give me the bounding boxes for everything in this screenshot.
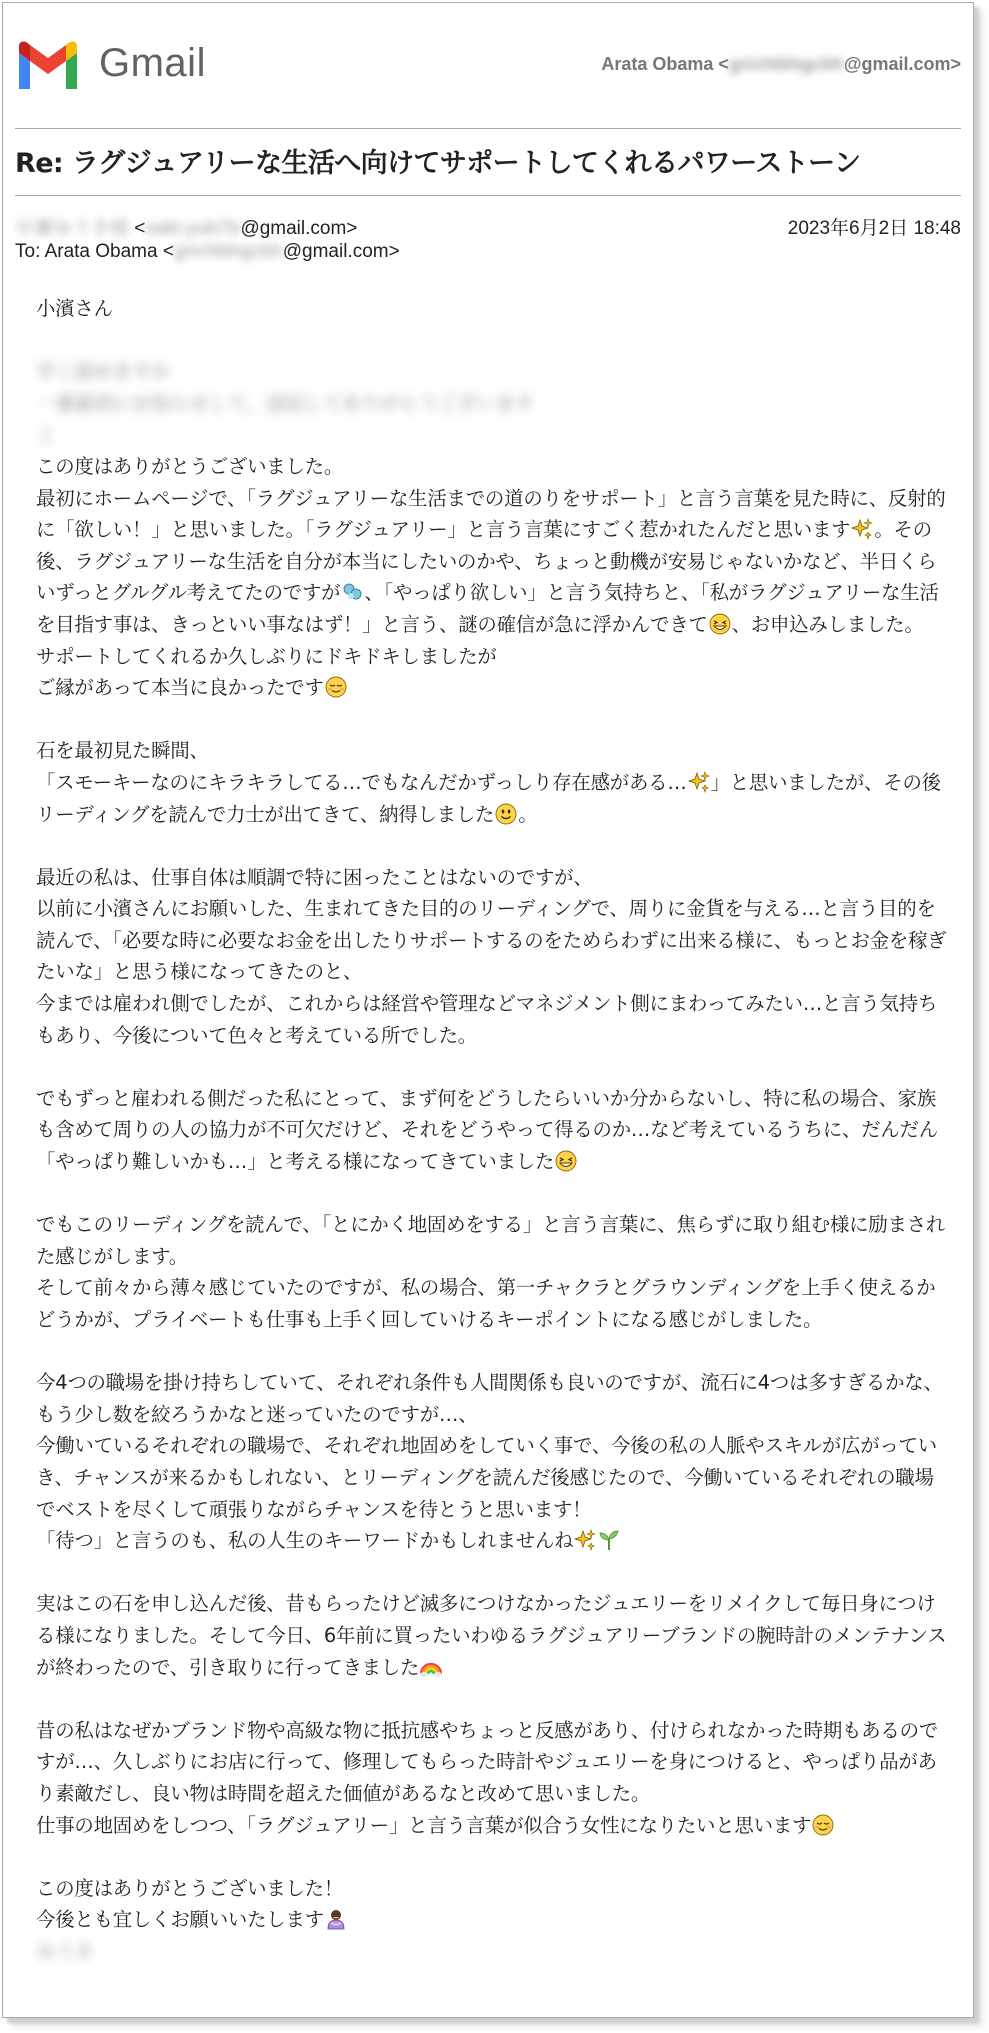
p4-text: でもずっと雇われる側だった私にとって、まず何をどうしたらいいか分からないし、特に私の場合、家族も含めて周りの人の協力が不可欠だけど、それをどうやって得るのか…など考えているうちに、だんだん「やっぱり難しいかも…」と考える様になってきていました <box>36 1086 938 1174</box>
paragraph-2a: 石を最初見た瞬間、 <box>36 739 209 763</box>
paragraph-6a: 今4つの職場を掛け持ちしていて、それぞれ条件も人間関係も良いのですが、流石に4つは多すぎるかな、もう少し数を絞ろうかなと迷っていたのですが…、 <box>36 1371 943 1426</box>
p1-text: 、「やっぱり欲しい」と言う気持ちと、「私がラグジュアリーな生活を目指す事は、きっといい事なはず！」と言う、謎の確信が急に浮かんできて <box>36 581 939 636</box>
gmail-wordmark: Gmail <box>99 41 206 85</box>
account-hidden: grichtbhgcbh <box>728 54 844 74</box>
closing-regards <box>36 1904 952 1936</box>
closing-thanks: この度はありがとうございました！ <box>36 1876 344 1900</box>
greeting: 小濱さん <box>36 297 113 320</box>
paragraph-8b <box>36 1810 952 1842</box>
paragraph-6b: 今働いているそれぞれの職場で、それぞれ地固めをしていく事で、今後の私の人脈やスキルが広がっていき、チャンスが来るかもしれない、とリーディングを読んだ後感じたので、今働いているそれぞれの職場でベストを尽くして頑張りながらチャンスを待とうと思います！ <box>36 1434 937 1521</box>
blurred-lines <box>36 356 952 451</box>
paragraph-5b: そして前々から薄々感じていたのですが、私の場合、第一チャクラとグラウンディングを上手く使えるかどうかが、プライベートも仕事も上手く回していけるキーポイントになる感じがしました。 <box>36 1276 936 1331</box>
account-email <box>601 54 961 75</box>
paragraph-1c: サポートしてくれるか久しぶりにドキドキしましたが <box>36 644 497 668</box>
p8-text: 仕事の地固めをしつつ、「ラグジュアリー」と言う言葉が似合う女性になりたいと思います <box>36 1813 812 1837</box>
blurred-line: 早く読めますか <box>36 360 171 384</box>
person-bowing-icon <box>325 1908 347 1930</box>
p1-text: 最初にホームページで、「ラグジュアリーな生活までの道のりをサポート」と言う言葉を見た時に、反射的に「欲しい！」と思いました。「ラグジュアリー」と言う言葉にすごく惹かれたんだと思います <box>36 486 946 542</box>
sender-name-hidden: 早瀬ゆうき様 <box>15 218 130 239</box>
from-line <box>15 213 961 240</box>
p6-text: 「待つ」と言うのも、私の人生のキーワードかもしれませんね <box>36 1529 574 1553</box>
p1-text: 、お申込みしました。 <box>731 612 924 636</box>
paragraph-6c <box>36 1525 952 1557</box>
p2-text: 。 <box>518 802 538 826</box>
seedling-icon <box>598 1529 620 1551</box>
rainbow-icon <box>420 1656 442 1678</box>
p1-text: 。その後、ラグジュアリーな生活を自分が本当にしたいのかや、ちょっと動機が安易じゃないかなど、半日くらいずっとグルグル考えてたのですが <box>36 518 937 605</box>
blurred-line: こ <box>36 423 56 447</box>
to-suffix: @gmail.com> <box>282 241 400 262</box>
paragraph-4 <box>36 1083 952 1178</box>
blurred-line: 一番最初にお知らせして、送信してありがとうございます <box>36 391 534 415</box>
paragraph-1b <box>36 483 952 641</box>
p7-text: 実はこの石を申し込んだ後、昔もらったけど滅多につけなかったジュエリーをリメイクして毎日身につける様になりました。そして今日、6年前に買ったいわゆるラグジュアリーブランドの腕時計のメンテナンスが終わったので、引き取りに行ってきました <box>36 1592 947 1679</box>
email-printout <box>2 2 974 2018</box>
relieved-face-icon <box>325 676 347 698</box>
signature-hidden: ゆうき <box>36 1939 94 1963</box>
p1-line: この度はありがとうございました。 <box>36 454 344 478</box>
p1-text: ご縁があって本当に良かったです <box>36 676 324 700</box>
account-prefix: Arata Obama < <box>601 54 729 74</box>
p9-text: 今後とも宜しくお願いいたします <box>36 1908 324 1932</box>
subject-divider <box>15 195 961 196</box>
to-line <box>15 241 961 263</box>
paragraph-7 <box>36 1588 952 1683</box>
paragraph-3a: 最近の私は、仕事自体は順調で特に困ったことはないのですが、 <box>36 865 593 889</box>
account-suffix: @gmail.com> <box>843 54 961 74</box>
to-hidden: grichtbhgcbh <box>173 241 283 262</box>
p2-text: 「スモーキーなのにキラキラしてる…でもなんだかずっしり存在感がある… <box>36 770 687 794</box>
sender-addr-hidden: sakt.yuki7b <box>145 218 241 239</box>
to-prefix: To: Arata Obama < <box>15 241 174 262</box>
paragraph-3b: 以前に小濱さんにお願いした、生まれてきた目的のリーディングで、周りに金貨を与える…と言う目的を読んで、「必要な時に必要なお金を出したりサポートするのをためらわずに出来る様に、もっとお金を稼ぎたいな」と思う様になってきたのと、 <box>36 897 947 984</box>
paragraph-1d <box>36 672 952 704</box>
email-subject: Re: ラグジュアリーな生活へ向けてサポートしてくれるパワーストーン <box>15 148 861 179</box>
p2-text: 」と思いましたが、その後リーディングを読んで力士が出てきて、納得しました <box>36 770 941 826</box>
paragraph-3c: 今までは雇われ側でしたが、これからは経営や管理などマネジメント側にまわってみたい…と言う気持ちもあり、今後について色々と考えている所でした。 <box>36 992 938 1047</box>
gmail-logo-icon[interactable] <box>15 39 81 91</box>
paragraph-2b <box>36 767 952 830</box>
grinning-squinting-face-icon <box>555 1150 577 1172</box>
email-date: 2023年6月2日 18:48 <box>787 218 961 239</box>
sparkles-icon <box>851 518 873 540</box>
sender-addr-prefix: < <box>129 218 146 239</box>
slightly-smiling-face-icon <box>495 803 517 825</box>
sparkles-icon <box>574 1529 596 1551</box>
sparkles-icon <box>688 771 710 793</box>
header-divider <box>15 128 961 129</box>
sender-addr-suffix: @gmail.com> <box>240 218 358 239</box>
paragraph-1 <box>36 451 952 483</box>
dashing-away-icon <box>341 581 363 603</box>
gmail-header <box>15 39 961 93</box>
paragraph-8a: 昔の私はなぜかブランド物や高級な物に抵抗感やちょっと反感があり、付けられなかった時期もあるのですが…、久しぶりにお店に行って、修理してもらった時計やジュエリーを身につけると、やっぱり品があり素敵だし、良い物は時間を超えた価値があるなと改めて思いました。 <box>36 1718 938 1805</box>
grinning-squinting-face-icon <box>709 613 731 635</box>
paragraph-5a: でもこのリーディングを読んで、「とにかく地固めをする」と言う言葉に、焦らずに取り組む様に励まされた感じがします。 <box>36 1213 946 1268</box>
email-body <box>36 293 952 1967</box>
relieved-face-icon <box>812 1814 834 1836</box>
